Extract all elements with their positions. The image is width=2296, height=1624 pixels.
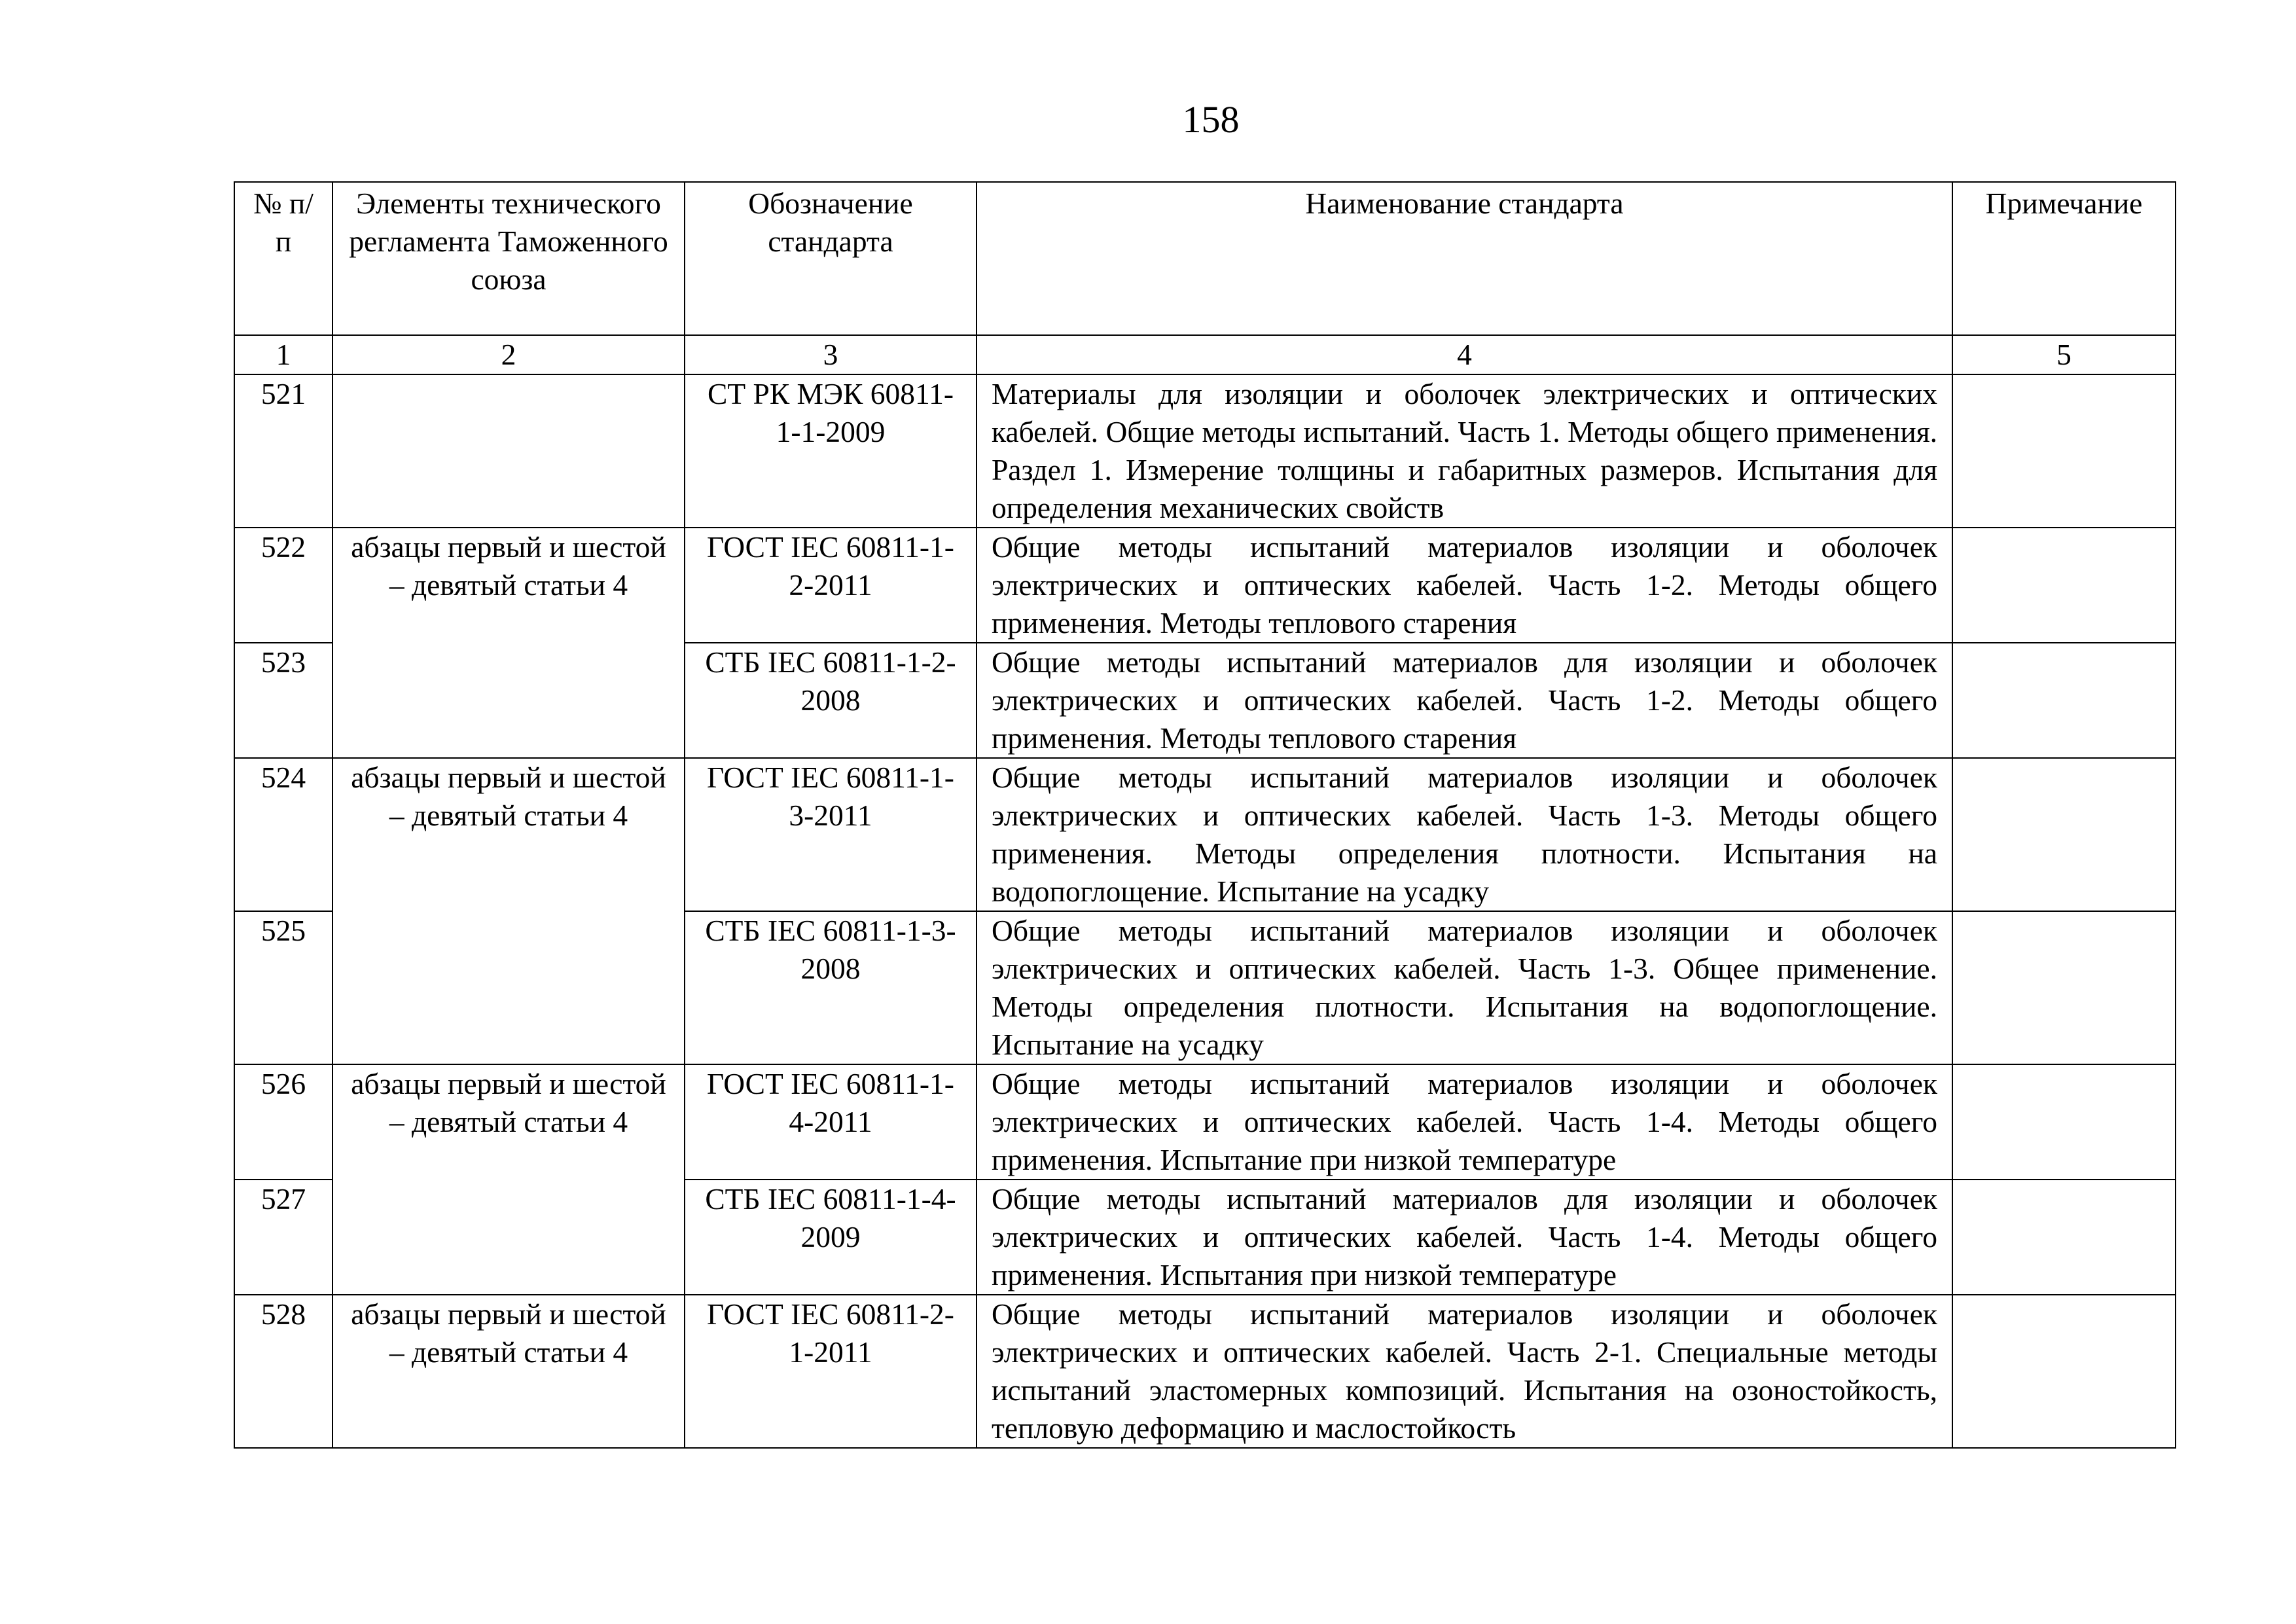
- row-note: [1952, 758, 2176, 911]
- row-designation: СТБ IEC 60811-1-3-2008: [685, 911, 977, 1064]
- row-standard-name: Общие методы испытаний материалов для изоляции и оболочек электрических и оптических кабелей. Часть 1-2. Методы общего применения. Методы теплового старения: [977, 643, 1952, 758]
- row-number: 527: [234, 1180, 332, 1295]
- row-note: [1952, 1064, 2176, 1180]
- row-number: 525: [234, 911, 332, 1064]
- row-standard-name: Общие методы испытаний материалов изоляции и оболочек электрических и оптических кабелей. Часть 1-2. Методы общего применения. Методы теплового старения: [977, 528, 1952, 643]
- table-row: [234, 1295, 2176, 1448]
- row-designation: СТБ IEC 60811-1-4-2009: [685, 1180, 977, 1295]
- row-note: [1952, 1180, 2176, 1295]
- row-number: 524: [234, 758, 332, 911]
- row-designation: ГОСТ IEC 60811-1-3-2011: [685, 758, 977, 911]
- column-number: 5: [1952, 335, 2176, 374]
- row-designation: ГОСТ IEC 60811-1-4-2011: [685, 1064, 977, 1180]
- row-number: 522: [234, 528, 332, 643]
- row-number: 526: [234, 1064, 332, 1180]
- row-designation: ГОСТ IEC 60811-1-2-2011: [685, 528, 977, 643]
- table-row: [234, 758, 2176, 911]
- column-number-row: [234, 335, 2176, 374]
- table-row: [234, 1064, 2176, 1180]
- row-note: [1952, 911, 2176, 1064]
- row-element: абзацы первый и шестой – девятый статьи 4: [332, 1064, 685, 1295]
- row-number: 523: [234, 643, 332, 758]
- column-number: 1: [234, 335, 332, 374]
- row-standard-name: Общие методы испытаний материалов изоляции и оболочек электрических и оптических кабелей. Часть 2-1. Специальные методы испытаний эластомерных композиций. Испытания на озоностойкость, тепловую деформацию и маслостойкость: [977, 1295, 1952, 1448]
- row-standard-name: Общие методы испытаний материалов изоляции и оболочек электрических и оптических кабелей. Часть 1-3. Методы общего применения. Методы определения плотности. Испытания на водопоглощение. Испытание на усадку: [977, 758, 1952, 911]
- standards-table: [234, 181, 2176, 1449]
- row-standard-name: Общие методы испытаний материалов изоляции и оболочек электрических и оптических кабелей. Часть 1-3. Общее применение. Методы определения плотности. Испытания на водопоглощение. Испытание на усадку: [977, 911, 1952, 1064]
- row-element: [332, 374, 685, 528]
- row-number: 521: [234, 374, 332, 528]
- row-designation: СТ РК МЭК 60811-1-1-2009: [685, 374, 977, 528]
- row-note: [1952, 643, 2176, 758]
- row-number: 528: [234, 1295, 332, 1448]
- row-element: абзацы первый и шестой – девятый статьи 4: [332, 758, 685, 1064]
- row-element: абзацы первый и шестой – девятый статьи 4: [332, 1295, 685, 1448]
- row-note: [1952, 374, 2176, 528]
- column-number: 2: [332, 335, 685, 374]
- header-number: № п/п: [234, 182, 332, 335]
- row-element: абзацы первый и шестой – девятый статьи 4: [332, 528, 685, 758]
- row-note: [1952, 1295, 2176, 1448]
- row-standard-name: Общие методы испытаний материалов изоляции и оболочек электрических и оптических кабелей. Часть 1-4. Методы общего применения. Испытание при низкой температуре: [977, 1064, 1952, 1180]
- column-number: 3: [685, 335, 977, 374]
- row-designation: СТБ IEC 60811-1-2-2008: [685, 643, 977, 758]
- header-note: Примечание: [1952, 182, 2176, 335]
- row-designation: ГОСТ IEC 60811-2-1-2011: [685, 1295, 977, 1448]
- header-standard-name: Наименование стандарта: [977, 182, 1952, 335]
- row-standard-name: Материалы для изоляции и оболочек электрических и оптических кабелей. Общие методы испытаний. Часть 1. Методы общего применения. Раздел 1. Измерение толщины и габаритных размеров. Испытания для определения механических свойств: [977, 374, 1952, 528]
- table-row: [234, 528, 2176, 643]
- column-number: 4: [977, 335, 1952, 374]
- row-standard-name: Общие методы испытаний материалов для изоляции и оболочек электрических и оптических кабелей. Часть 1-4. Методы общего применения. Испытания при низкой температуре: [977, 1180, 1952, 1295]
- row-note: [1952, 528, 2176, 643]
- table-header-row: [234, 182, 2176, 335]
- page-number: 158: [1182, 98, 1240, 141]
- header-elements: Элементы технического регламента Таможенного союза: [332, 182, 685, 335]
- table-row: [234, 374, 2176, 528]
- header-designation: Обозначение стандарта: [685, 182, 977, 335]
